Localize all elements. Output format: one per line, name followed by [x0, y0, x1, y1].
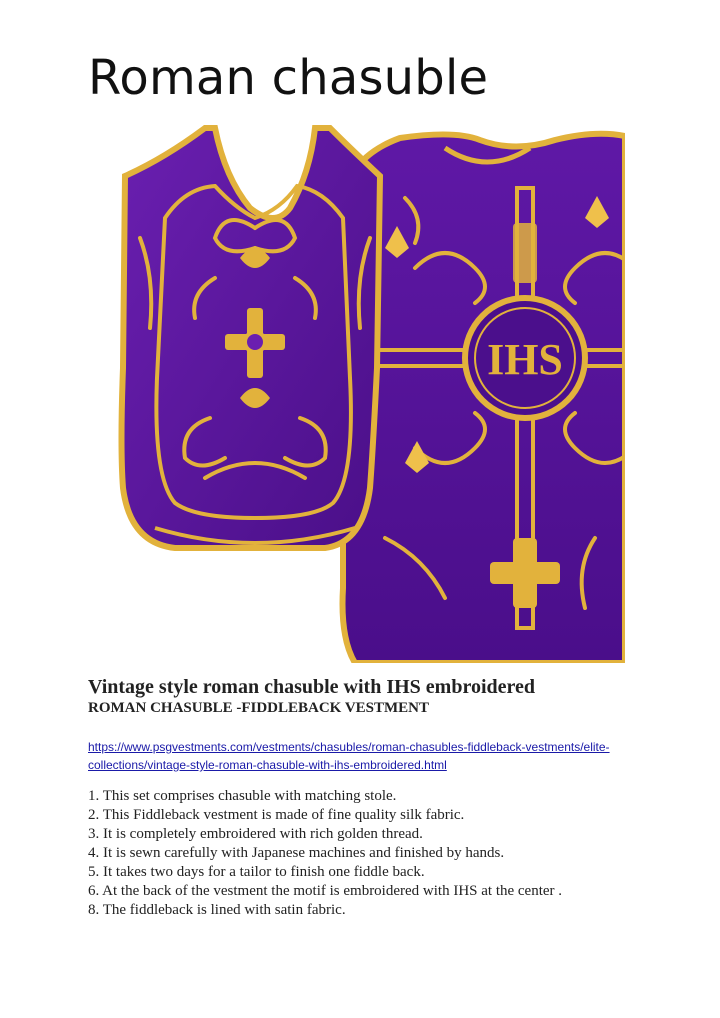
- product-link-line-2: collections/vintage-style-roman-chasuble-with-ihs-embroidered.html: [88, 758, 447, 772]
- chasuble-back: [343, 134, 626, 663]
- feature-item: 1. This set comprises chasuble with matching stole.: [88, 788, 397, 804]
- product-image: [115, 118, 625, 663]
- product-heading: Vintage style roman chasuble with IHS embroidered: [88, 676, 536, 698]
- ihs-monogram: IHS: [487, 335, 563, 384]
- product-subheading: ROMAN CHASUBLE -FIDDLEBACK VESTMENT: [88, 700, 430, 716]
- feature-item: 2. This Fiddleback vestment is made of fine quality silk fabric.: [88, 807, 465, 823]
- product-link-line-1: https://www.psgvestments.com/vestments/chasubles/roman-chasubles-fiddleback-vestments/elite-: [88, 740, 610, 754]
- product-link[interactable]: [88, 738, 658, 774]
- feature-item: 5. It takes two days for a tailor to finish one fiddle back.: [88, 864, 425, 880]
- feature-item: 6. At the back of the vestment the motif is embroidered with IHS at the center .: [88, 883, 563, 899]
- feature-item: 4. It is sewn carefully with Japanese machines and finished by hands.: [88, 845, 505, 861]
- feature-item: 3. It is completely embroidered with rich golden thread.: [88, 826, 423, 842]
- feature-item: 8. The fiddleback is lined with satin fabric.: [88, 902, 346, 918]
- chasuble-front: [122, 128, 381, 548]
- page-title: Roman chasuble: [88, 50, 489, 106]
- feature-list: [88, 787, 562, 920]
